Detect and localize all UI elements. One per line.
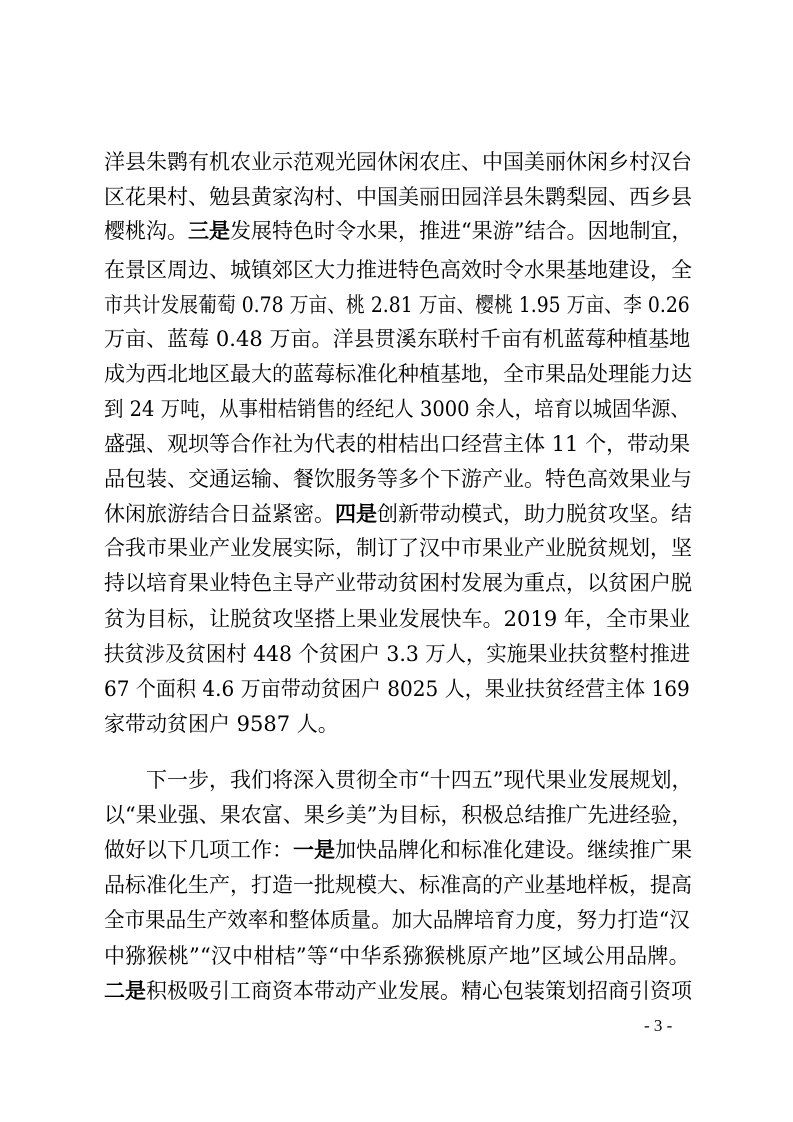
- text-segment: 休闲旅游结合日益紧密。: [104, 502, 335, 526]
- text-line: [104, 798, 692, 832]
- text-line: [104, 288, 690, 322]
- text-line: [104, 462, 692, 496]
- text-line: [146, 763, 692, 797]
- text-segment: 万亩、蓝莓 0.48 万亩。洋县贯溪东联村千亩有机蓝莓种植基地: [104, 327, 691, 351]
- page-number: - 3 -: [644, 1016, 673, 1035]
- text-segment: 合我市果业产业发展实际，制订了汉中市果业产业脱贫规划，坚: [104, 536, 692, 560]
- text-line: [104, 903, 690, 937]
- text-line: [104, 392, 690, 426]
- text-line: [104, 180, 692, 214]
- text-segment: 品包装、交通运输、餐饮服务等多个下游产业。特色高效果业与: [104, 467, 692, 491]
- text-line: [104, 868, 692, 902]
- text-line: [104, 566, 692, 600]
- text-line: [104, 253, 692, 287]
- text-line: [104, 145, 692, 179]
- text-line: [104, 214, 692, 248]
- text-segment: 市共计发展葡萄 0.78 万亩、桃 2.81 万亩、樱桃 1.95 万亩、李 0.26: [104, 293, 690, 317]
- emphasis-label: 二是: [104, 978, 146, 1003]
- text-segment: 做好以下几项工作：: [104, 838, 293, 862]
- text-segment: 家带动贫困户 9587 人。: [104, 712, 339, 736]
- text-line: [104, 707, 339, 741]
- text-segment: 区花果村、勉县黄家沟村、中国美丽田园洋县朱鹮梨园、西乡县: [104, 185, 692, 209]
- emphasis-label: 一是: [293, 837, 335, 862]
- emphasis-label: 三是: [188, 218, 230, 243]
- text-line: [104, 531, 692, 565]
- text-segment: 贫为目标，让脱贫攻坚搭上果业发展快车。2019 年，全市果业: [104, 607, 691, 631]
- text-segment: 下一步，我们将深入贯彻全市“十四五”现代果业发展规划，: [146, 768, 693, 792]
- text-segment: 品标准化生产，打造一批规模大、标准高的产业基地样板，提高: [104, 873, 692, 897]
- text-line: [104, 322, 690, 356]
- text-segment: 到 24 万吨，从事柑桔销售的经纪人 3000 余人，培育以城固华源、: [104, 397, 690, 421]
- text-line: [104, 497, 692, 531]
- text-segment: 洋县朱鹮有机农业示范观光园休闲农庄、中国美丽休闲乡村汉台: [104, 150, 692, 174]
- text-segment: 持以培育果业特色主导产业带动贫困村发展为重点，以贫困户脱: [104, 571, 692, 595]
- text-line: [104, 637, 690, 671]
- text-line: [104, 833, 692, 867]
- text-segment: 成为西北地区最大的蓝莓标准化种植基地，全市果品处理能力达: [104, 362, 692, 386]
- text-line: [104, 974, 692, 1008]
- text-segment: 扶贫涉及贫困村 448 个贫困户 3.3 万人，实施果业扶贫整村推进: [104, 642, 691, 666]
- text-segment: 全市果品生产效率和整体质量。加大品牌培育力度，努力打造“汉: [104, 908, 690, 932]
- text-segment: 盛强、观坝等合作社为代表的柑桔出口经营主体 11 个，带动果: [104, 432, 691, 456]
- text-line: [104, 672, 690, 706]
- text-line: [104, 427, 690, 461]
- text-segment: 中猕猴桃”“汉中柑桔”等“中华系猕猴桃原产地”区域公用品牌。: [104, 944, 690, 968]
- text-segment: 樱桃沟。: [104, 219, 188, 243]
- text-line: [104, 939, 690, 973]
- text-segment: 以“果业强、果农富、果乡美”为目标，积极总结推广先进经验，: [104, 803, 693, 827]
- text-segment: 发展特色时令水果，推进“果游”结合。因地制宜，: [230, 219, 693, 243]
- text-line: [104, 357, 692, 391]
- text-segment: 加快品牌化和标准化建设。继续推广果: [335, 838, 692, 862]
- text-segment: 创新带动模式，助力脱贫攻坚。结: [377, 502, 692, 526]
- emphasis-label: 四是: [335, 501, 377, 526]
- text-segment: 67 个面积 4.6 万亩带动贫困户 8025 人，果业扶贫经营主体 169: [104, 677, 690, 701]
- text-segment: 在景区周边、城镇郊区大力推进特色高效时令水果基地建设，全: [104, 258, 692, 282]
- text-line: [104, 602, 690, 636]
- text-segment: 积极吸引工商资本带动产业发展。精心包装策划招商引资项: [146, 979, 692, 1003]
